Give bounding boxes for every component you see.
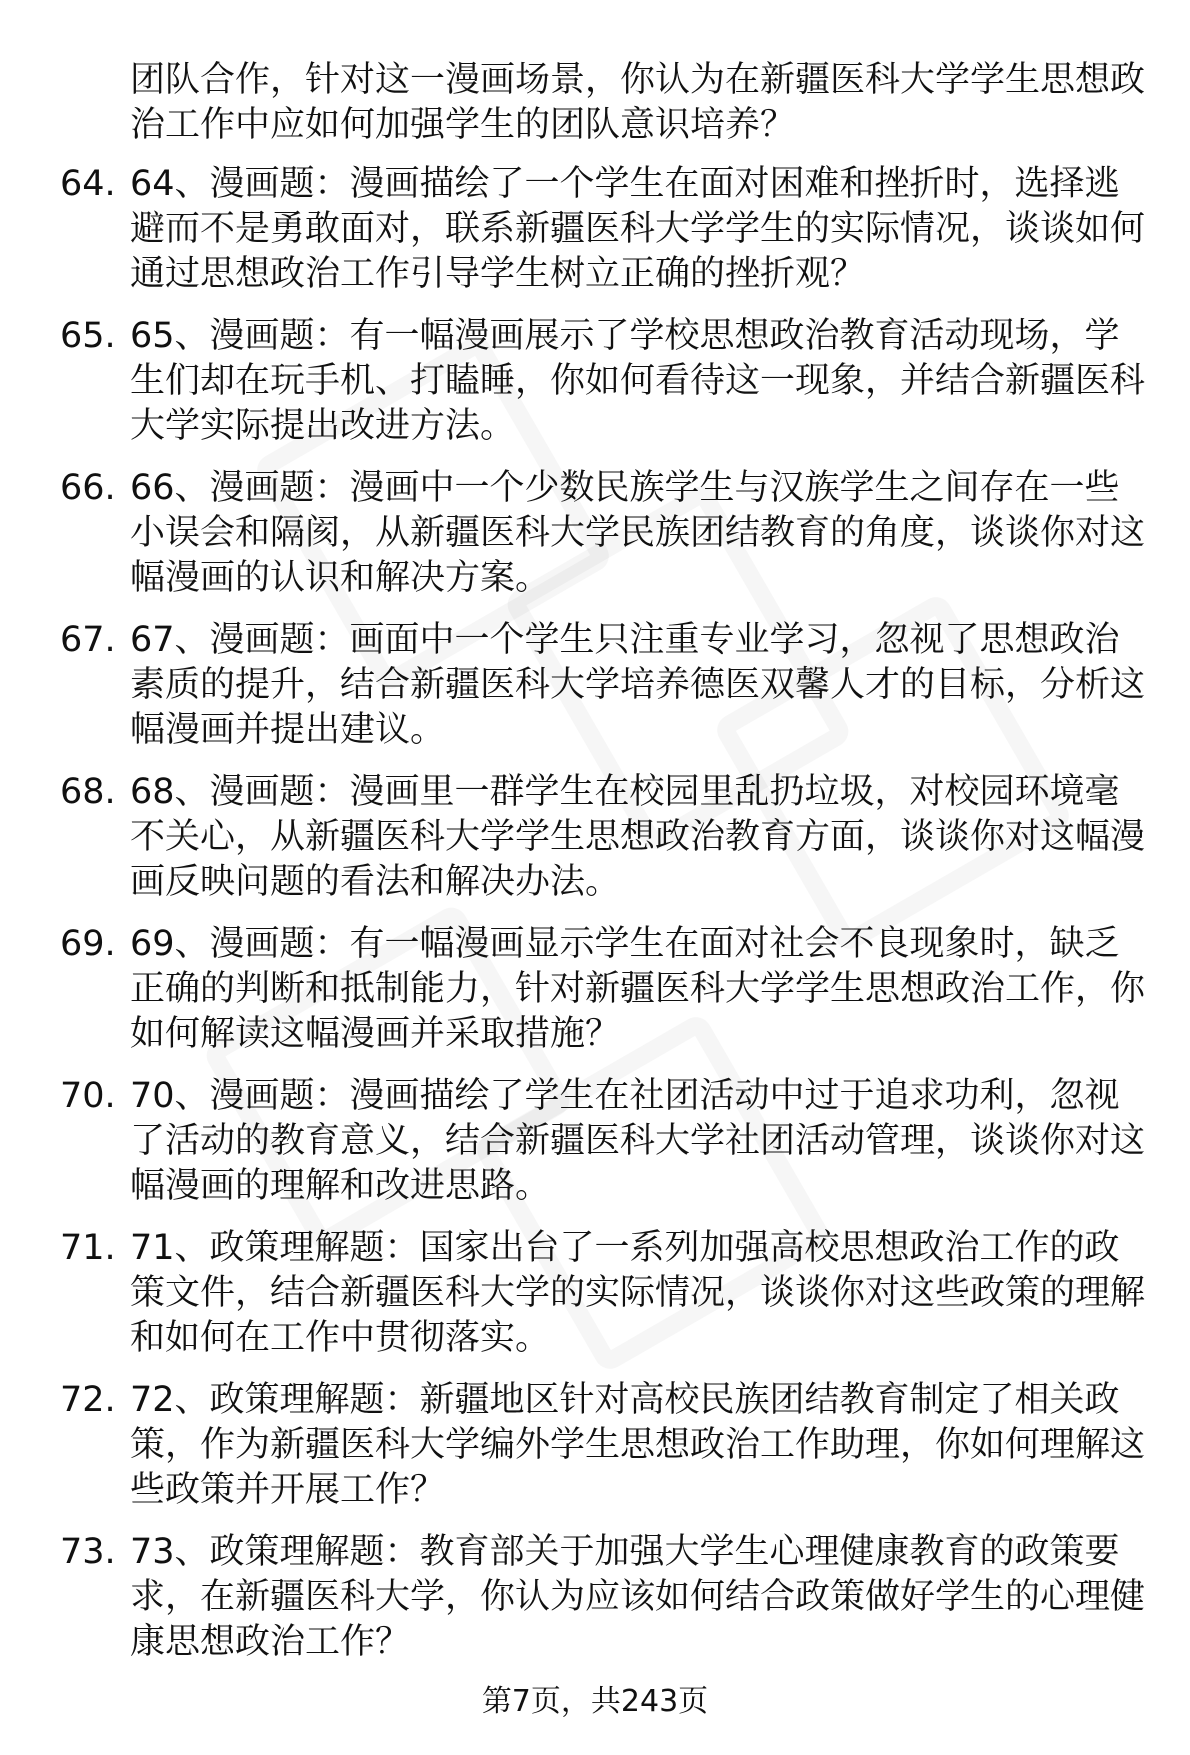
item-text: 67、漫画题：画面中一个学生只注重专业学习，忽视了思想政治素质的提升，结合新疆医科大学培养德医双馨人才的目标，分析这幅漫画并提出建议。 bbox=[130, 620, 1146, 750]
list-item bbox=[0, 1530, 1190, 1665]
list-item bbox=[0, 466, 1190, 601]
item-text: 66、漫画题：漫画中一个少数民族学生与汉族学生之间存在一些小误会和隔阂，从新疆医科大学民族团结教育的角度，谈谈你对这幅漫画的认识和解决方案。 bbox=[130, 468, 1146, 598]
item-number: 70. bbox=[60, 1076, 116, 1116]
item-number: 69. bbox=[60, 924, 116, 964]
item-number: 65. bbox=[60, 316, 116, 356]
continued-paragraph: 团队合作，针对这一漫画场景，你认为在新疆医科大学学生思想政治工作中应如何加强学生的团队意识培养？ bbox=[130, 60, 1146, 145]
list-item bbox=[0, 770, 1190, 905]
item-text: 71、政策理解题：国家出台了一系列加强高校思想政治工作的政策文件，结合新疆医科大学的实际情况，谈谈你对这些政策的理解和如何在工作中贯彻落实。 bbox=[130, 1228, 1146, 1358]
item-number: 64. bbox=[60, 164, 116, 204]
list-item bbox=[0, 922, 1190, 1057]
item-number: 67. bbox=[60, 620, 116, 660]
question-list bbox=[0, 162, 1190, 1682]
list-item bbox=[0, 162, 1190, 297]
list-item bbox=[0, 1074, 1190, 1209]
item-number: 71. bbox=[60, 1228, 116, 1268]
item-number: 68. bbox=[60, 772, 116, 812]
list-item bbox=[0, 1226, 1190, 1361]
list-item bbox=[0, 314, 1190, 449]
item-text: 72、政策理解题：新疆地区针对高校民族团结教育制定了相关政策，作为新疆医科大学编外学生思想政治工作助理，你如何理解这些政策并开展工作？ bbox=[130, 1380, 1146, 1510]
item-text: 68、漫画题：漫画里一群学生在校园里乱扔垃圾，对校园环境毫不关心，从新疆医科大学学生思想政治教育方面，谈谈你对这幅漫画反映问题的看法和解决办法。 bbox=[130, 772, 1146, 902]
page-number: 第7页，共243页 bbox=[481, 1684, 709, 1719]
item-text: 70、漫画题：漫画描绘了学生在社团活动中过于追求功利，忽视了活动的教育意义，结合新疆医科大学社团活动管理，谈谈你对这幅漫画的理解和改进思路。 bbox=[130, 1076, 1146, 1206]
item-number: 73. bbox=[60, 1532, 116, 1572]
item-number: 72. bbox=[60, 1380, 116, 1420]
list-item bbox=[0, 618, 1190, 753]
item-text: 64、漫画题：漫画描绘了一个学生在面对困难和挫折时，选择逃避而不是勇敢面对，联系新疆医科大学学生的实际情况，谈谈如何通过思想政治工作引导学生树立正确的挫折观？ bbox=[130, 164, 1146, 294]
item-text: 69、漫画题：有一幅漫画显示学生在面对社会不良现象时，缺乏正确的判断和抵制能力，针对新疆医科大学学生思想政治工作，你如何解读这幅漫画并采取措施？ bbox=[130, 924, 1146, 1054]
item-number: 66. bbox=[60, 468, 116, 508]
list-item bbox=[0, 1378, 1190, 1513]
item-text: 73、政策理解题：教育部关于加强大学生心理健康教育的政策要求，在新疆医科大学，你认为应该如何结合政策做好学生的心理健康思想政治工作？ bbox=[130, 1532, 1146, 1662]
item-text: 65、漫画题：有一幅漫画展示了学校思想政治教育活动现场，学生们却在玩手机、打瞌睡，你如何看待这一现象，并结合新疆医科大学实际提出改进方法。 bbox=[130, 316, 1146, 446]
